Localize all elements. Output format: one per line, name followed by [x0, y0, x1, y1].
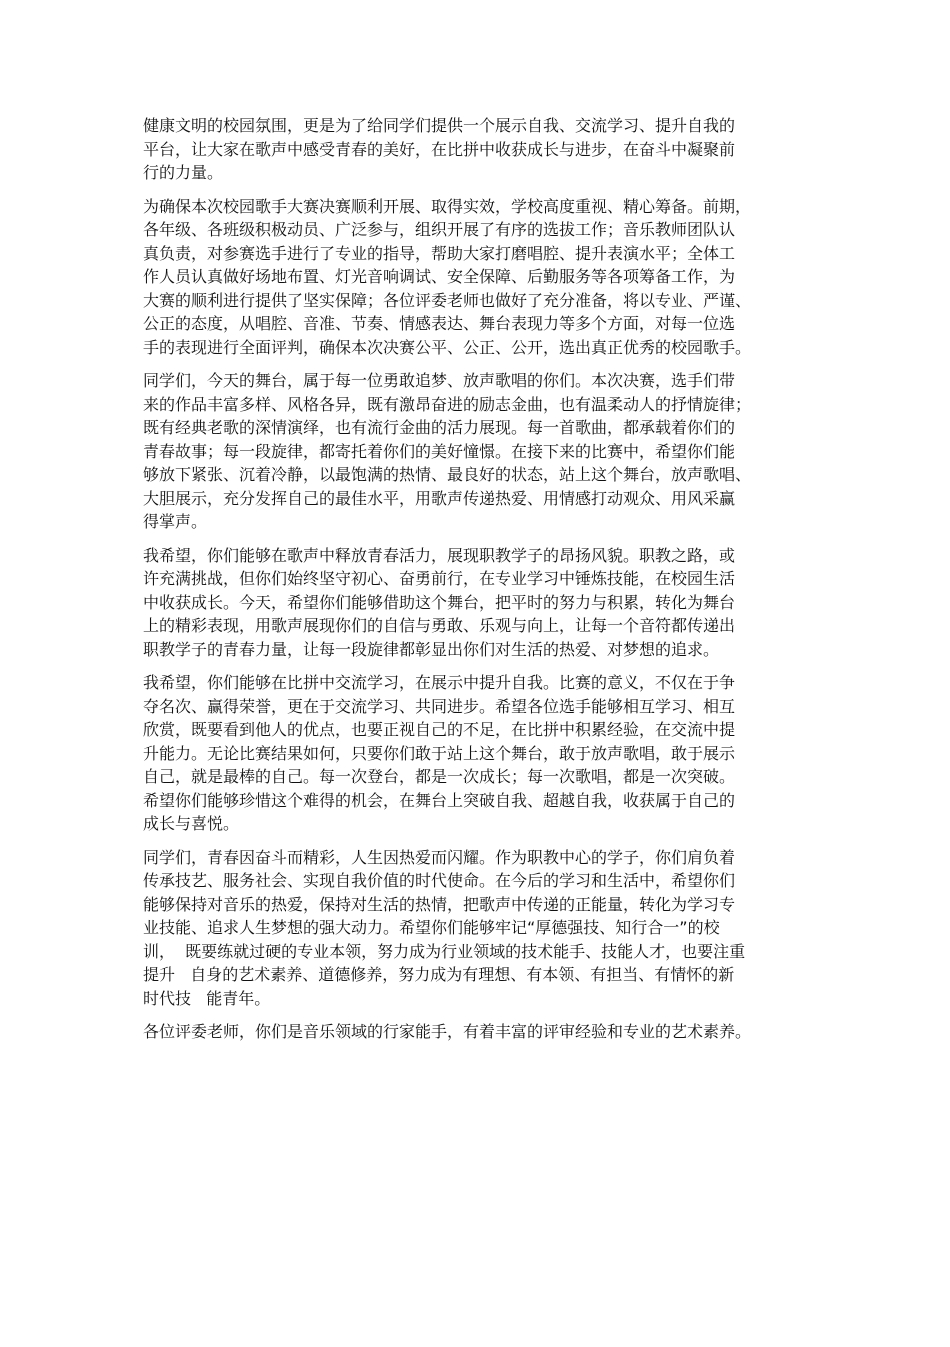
- paragraph-line: 中收获成长。今天，希望你们能够借助这个舞台，把平时的努力与积累，转化为舞台: [143, 592, 736, 612]
- paragraph-line: 够放下紧张、沉着冷静，以最饱满的热情、最良好的状态，站上这个舞台，放声歌唱、: [143, 465, 752, 484]
- paragraph-line: 时代技 能青年。: [143, 988, 271, 1008]
- paragraph-line: 各年级、各班级积极动员、广泛参与，组织开展了有序的选拔工作；音乐教师团队认: [143, 220, 736, 239]
- paragraph-line: 上的精彩表现，用歌声展现你们的自信与勇敢、乐观与向上，让每一个音符都传递出: [143, 616, 736, 635]
- paragraph: [143, 114, 833, 185]
- paragraph-line: 作人员认真做好场地布置、灯光音响调试、安全保障、后勤服务等各项筹备工作，为: [143, 267, 736, 286]
- paragraph: [143, 195, 833, 360]
- document-body: [143, 114, 833, 1044]
- paragraph-line: 许充满挑战，但你们始终坚守初心、奋勇前行，在专业学习中锤炼技能，在校园生活: [143, 569, 736, 588]
- paragraph-line: 职教学子的青春力量，让每一段旋律都彰显出你们对生活的热爱、对梦想的追求。: [143, 639, 720, 659]
- paragraph: [143, 1020, 833, 1044]
- paragraph-line: 欣赏，既要看到他人的优点，也要正视自己的不足，在比拼中积累经验，在交流中提: [143, 720, 736, 739]
- paragraph-line: 真负责，对参赛选手进行了专业的指导，帮助大家打磨唱腔、提升表演水平；全体工: [143, 243, 736, 263]
- paragraph: [143, 671, 833, 836]
- paragraph-line: 成长与喜悦。: [143, 814, 240, 833]
- paragraph-line: 我希望，你们能够在歌声中释放青春活力，展现职教学子的昂扬风貌。职教之路，或: [143, 545, 736, 565]
- paragraph-line: 行的力量。: [143, 163, 224, 182]
- paragraph-line: 同学们，青春因奋斗而精彩，人生因热爱而闪耀。作为职教中心的学子，你们肩负着: [143, 847, 736, 867]
- paragraph-line: 得掌声。: [143, 512, 208, 531]
- paragraph-line: 自己，就是最棒的自己。每一次登台，都是一次成长；每一次歌唱，都是一次突破。: [143, 767, 736, 786]
- paragraph-line: 训， 既要练就过硬的专业本领，努力成为行业领域的技术能手、技能人才，也要注重: [143, 941, 746, 961]
- paragraph-line: 来的作品丰富多样、风格各异，既有激昂奋进的励志金曲，也有温柔动人的抒情旋律；: [143, 394, 752, 414]
- paragraph: [143, 369, 833, 534]
- paragraph-line: 各位评委老师，你们是音乐领域的行家能手，有着丰富的评审经验和专业的艺术素养。: [143, 1022, 752, 1041]
- paragraph-line: 健康文明的校园氛围，更是为了给同学们提供一个展示自我、交流学习、提升自我的: [143, 116, 736, 135]
- paragraph-line: 青春故事；每一段旋律，都寄托着你们的美好憧憬。在接下来的比赛中，希望你们能: [143, 441, 736, 461]
- paragraph: [143, 846, 833, 1011]
- paragraph-line: 希望你们能够珍惜这个难得的机会，在舞台上突破自我、超越自我，收获属于自己的: [143, 790, 736, 810]
- paragraph-line: 平台，让大家在歌声中感受青春的美好，在比拼中收获成长与进步，在奋斗中凝聚前: [143, 139, 736, 159]
- paragraph-line: 手的表现进行全面评判，确保本次决赛公平、公正、公开，选出真正优秀的校园歌手。: [143, 337, 752, 357]
- paragraph: [143, 544, 833, 662]
- paragraph-line: 同学们，今天的舞台，属于每一位勇敢追梦、放声歌唱的你们。本次决赛，选手们带: [143, 371, 736, 390]
- paragraph-line: 大赛的顺利进行提供了坚实保障；各位评委老师也做好了充分准备，将以专业、严谨、: [143, 290, 752, 310]
- paragraph-line: 公正的态度，从唱腔、音准、节奏、情感表达、舞台表现力等多个方面，对每一位选: [143, 314, 736, 333]
- paragraph-line: 业技能、追求人生梦想的强大动力。希望你们能够牢记“厚德强技、知行合一”的校: [143, 918, 720, 937]
- paragraph-line: 既有经典老歌的深情演绎，也有流行金曲的活力展现。每一首歌曲，都承载着你们的: [143, 418, 736, 437]
- paragraph-line: 大胆展示，充分发挥自己的最佳水平，用歌声传递热爱、用情感打动观众、用风采赢: [143, 488, 736, 508]
- paragraph-line: 夺名次、赢得荣誉，更在于交流学习、共同进步。希望各位选手能够相互学习、相互: [143, 696, 736, 716]
- paragraph-line: 能够保持对音乐的热爱，保持对生活的热情，把歌声中传递的正能量，转化为学习专: [143, 894, 736, 914]
- paragraph-line: 传承技艺、服务社会、实现自我价值的时代使命。在今后的学习和生活中，希望你们: [143, 871, 736, 890]
- paragraph-line: 升能力。无论比赛结果如何，只要你们敢于站上这个舞台，敢于放声歌唱，敢于展示: [143, 743, 736, 763]
- paragraph-line: 我希望，你们能够在比拼中交流学习，在展示中提升自我。比赛的意义，不仅在于争: [143, 673, 736, 692]
- paragraph-line: 为确保本次校园歌手大赛决赛顺利开展、取得实效，学校高度重视、精心筹备。前期，: [143, 196, 752, 216]
- paragraph-line: 提升 自身的艺术素养、道德修养，努力成为有理想、有本领、有担当、有情怀的新: [143, 965, 735, 984]
